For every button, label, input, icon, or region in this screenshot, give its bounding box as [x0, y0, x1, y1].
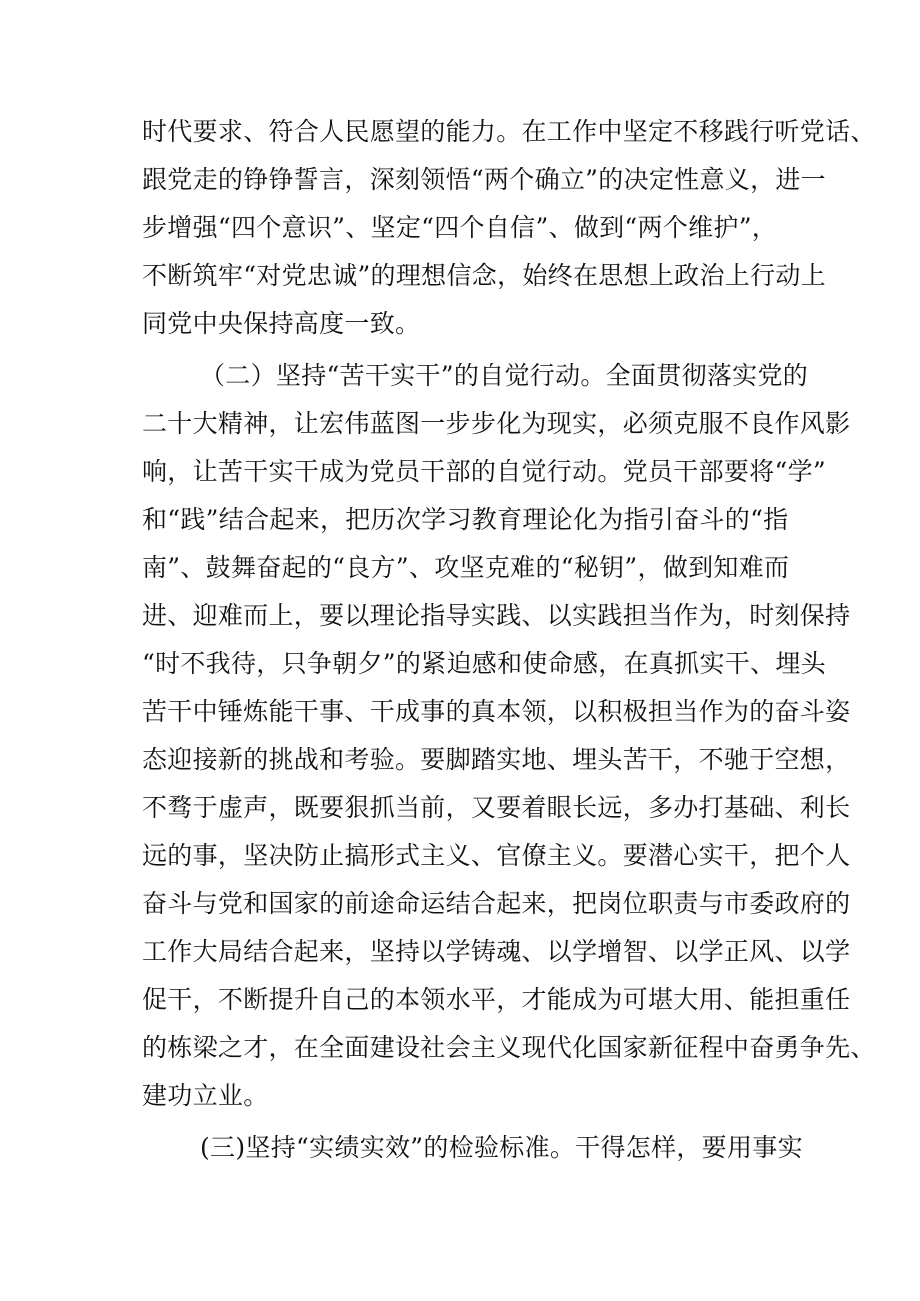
text-line: 工作大局结合起来，坚持以学铸魂、以学增智、以学正风、以学 [142, 937, 851, 966]
text-line: 不骛于虚声，既要狠抓当前，又要着眼长远，多办打基础、利长 [142, 793, 851, 822]
text-line: 苦干中锤炼能干事、干成事的真本领，以积极担当作为的奋斗姿 [142, 697, 851, 726]
text-line: 的栋梁之才，在全面建设社会主义现代化国家新征程中奋勇争先、 [142, 1033, 876, 1062]
text-line: “时不我待，只争朝夕”的紧迫感和使命感，在真抓实干、埋头 [142, 649, 826, 678]
paragraph-heading-line: (三)坚持“实绩实效”的检验标准。干得怎样，要用事实 [200, 1133, 803, 1162]
text-line: 同党中央保持高度一致。 [142, 309, 421, 338]
text-line: 响，让苦干实干成为党员干部的自觉行动。党员干部要将“学” [142, 457, 826, 486]
text-line: 建功立业。 [142, 1081, 269, 1110]
text-line: 步增强“四个意识”、坚定“四个自信”、做到“两个维护”， [142, 213, 778, 242]
text-line: 和“践”结合起来，把历次学习教育理论化为指引奋斗的“指 [142, 505, 789, 534]
text-line: 二十大精神，让宏伟蓝图一步步化为现实，必须克服不良作风影 [142, 409, 851, 438]
text-line: 不断筑牢“对党忠诚”的理想信念，始终在思想上政治上行动上 [142, 261, 826, 290]
text-line: 进、迎难而上，要以理论指导实践、以实践担当作为，时刻保持 [142, 601, 851, 630]
text-line: 奋斗与党和国家的前途命运结合起来，把岗位职责与市委政府的 [142, 889, 851, 918]
text-line: 促干，不断提升自己的本领水平，才能成为可堪大用、能担重任 [142, 985, 851, 1014]
text-line: 时代要求、符合人民愿望的能力。在工作中坚定不移践行听党话、 [142, 117, 876, 146]
paragraph-heading-line: （二）坚持“苦干实干”的自觉行动。全面贯彻落实党的 [200, 361, 809, 390]
text-line: 态迎接新的挑战和考验。要脚踏实地、埋头苦干，不驰于空想， [142, 745, 851, 774]
text-line: 南”、鼓舞奋起的“良方”、攻坚克难的“秘钥”，做到知难而 [142, 553, 790, 582]
text-line: 远的事，坚决防止搞形式主义、官僚主义。要潜心实干，把个人 [142, 841, 851, 870]
text-line: 跟党走的铮铮誓言，深刻领悟“两个确立”的决定性意义，进一 [142, 165, 826, 194]
